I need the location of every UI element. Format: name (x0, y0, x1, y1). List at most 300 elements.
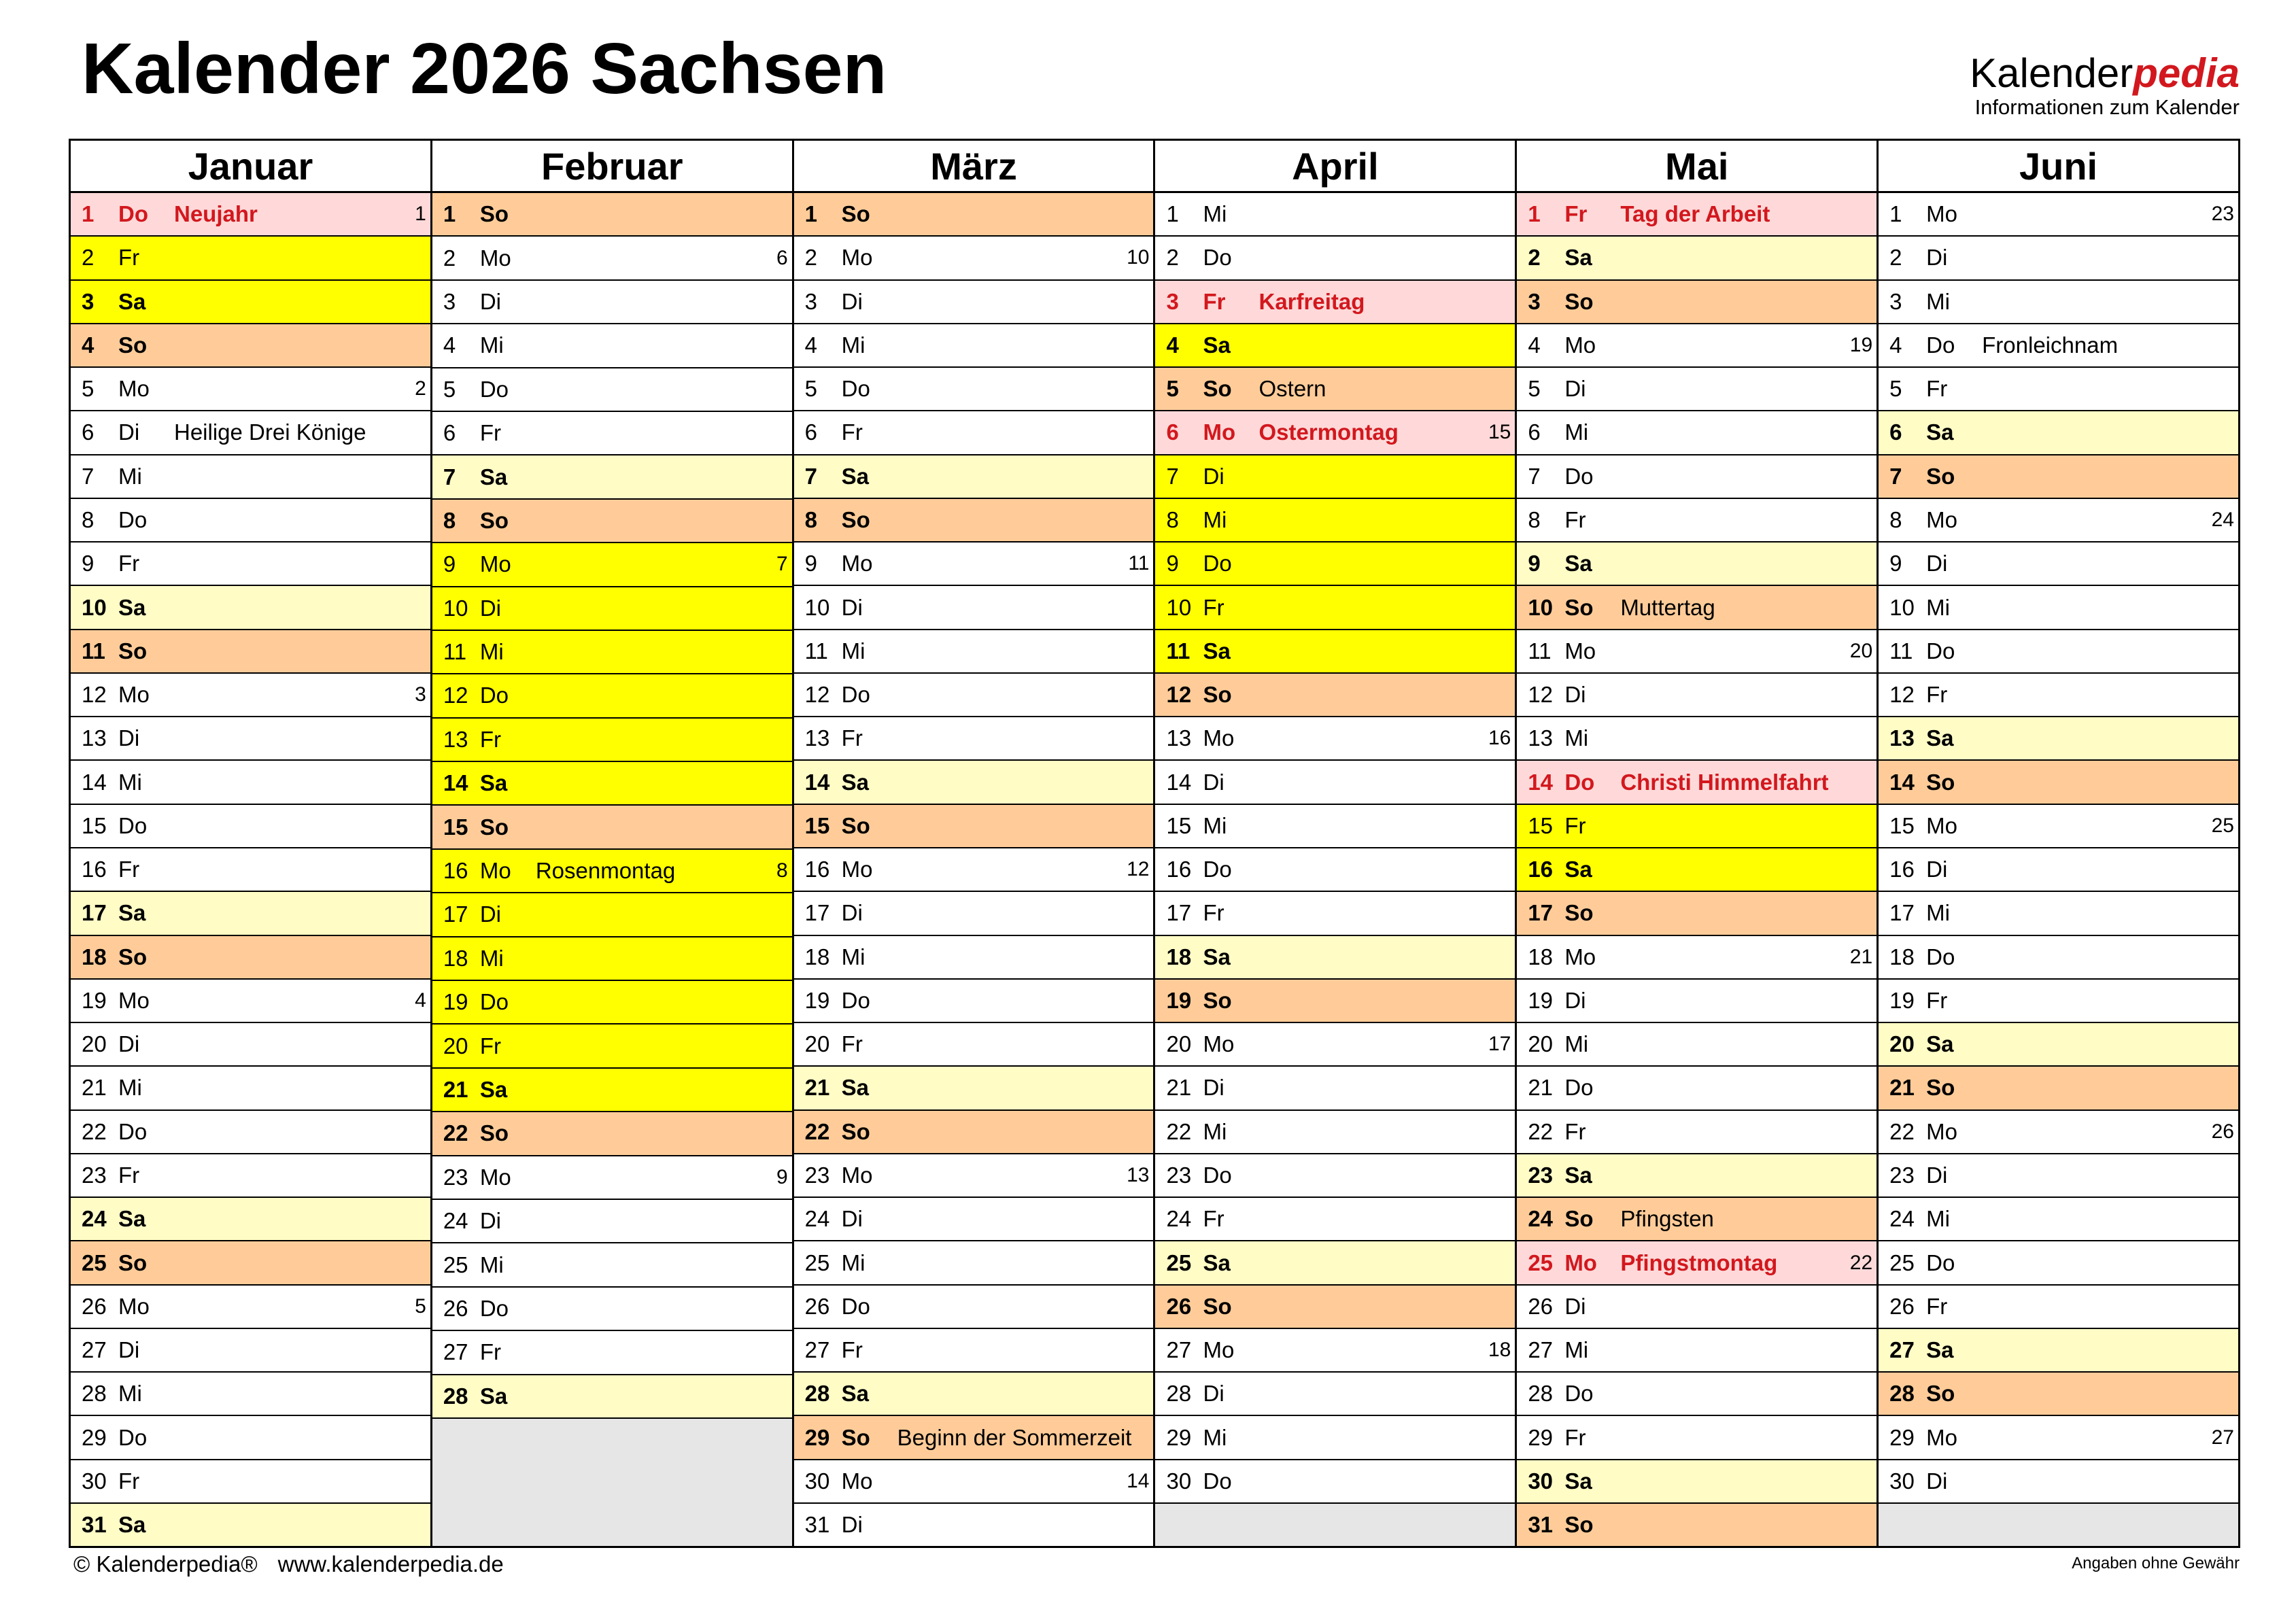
weekday-label: Do (1564, 1381, 1594, 1407)
day-row (1517, 1023, 1877, 1067)
day-row (794, 674, 1154, 717)
weekday-label: Fr (1564, 1424, 1586, 1450)
day-number: 4 (443, 332, 456, 358)
weekday-label: Mi (1926, 594, 1950, 620)
day-number: 25 (443, 1252, 468, 1277)
day-number: 12 (443, 683, 468, 708)
day-row (794, 1329, 1154, 1373)
day-row (432, 674, 792, 718)
day-number: 15 (1528, 812, 1554, 838)
day-number: 1 (82, 201, 95, 227)
weekday-label: So (841, 201, 870, 227)
weekday-label: Mo (479, 1164, 511, 1190)
day-row (71, 1373, 430, 1416)
day-row (794, 1286, 1154, 1329)
weekday-label: Fr (1926, 376, 1948, 402)
weekday-label: Mi (841, 638, 866, 664)
day-number: 3 (804, 288, 818, 314)
day-number: 29 (1166, 1424, 1192, 1450)
day-row (794, 543, 1154, 586)
day-number: 21 (1528, 1075, 1554, 1101)
day-number: 30 (1889, 1468, 1915, 1494)
day-row (1155, 717, 1515, 761)
day-number: 13 (804, 725, 830, 751)
day-number: 16 (1528, 857, 1554, 882)
weekday-label: Mi (1564, 419, 1589, 445)
day-number: 12 (1166, 682, 1192, 708)
day-number: 9 (1166, 551, 1179, 576)
day-row (794, 281, 1154, 324)
weekday-label: Sa (479, 1383, 508, 1409)
day-row (1155, 936, 1515, 980)
weekday-label: Sa (118, 288, 146, 314)
day-number: 8 (443, 507, 456, 533)
day-row (794, 630, 1154, 674)
weekday-label: So (118, 332, 148, 358)
weekday-label: Do (118, 506, 148, 532)
weekday-label: Mi (479, 945, 504, 971)
weekday-label: Do (841, 376, 870, 402)
day-row (1155, 455, 1515, 499)
weekday-label: Mo (1564, 944, 1596, 969)
day-row (1879, 237, 2238, 280)
day-row (794, 980, 1154, 1023)
day-number: 8 (1889, 506, 1902, 532)
day-list (432, 193, 792, 1546)
day-number: 23 (804, 1162, 830, 1188)
day-row (794, 1067, 1154, 1110)
weekday-label: So (479, 201, 509, 227)
weekday-label: Di (118, 1337, 140, 1363)
day-row (1517, 1067, 1877, 1110)
day-number: 23 (1889, 1162, 1915, 1188)
day-number: 17 (1528, 900, 1554, 926)
weekday-label: Fr (118, 551, 140, 576)
weekday-label: Mo (1203, 1031, 1235, 1057)
day-number: 31 (82, 1512, 107, 1538)
day-row (1155, 543, 1515, 586)
weekday-label: Do (1203, 551, 1232, 576)
weekday-label: So (841, 506, 870, 532)
weekday-label: Sa (1203, 944, 1231, 969)
empty-cell (1879, 1504, 2238, 1546)
day-row (794, 1504, 1154, 1546)
empty-cell (432, 1419, 792, 1546)
day-number: 27 (1528, 1337, 1554, 1363)
weekday-label: Di (479, 288, 501, 314)
weekday-label: Mo (1926, 201, 1957, 227)
day-row (1517, 717, 1877, 761)
day-number: 19 (1166, 987, 1192, 1013)
week-number: 25 (2211, 814, 2234, 837)
copyright-text: © Kalenderpedia® (73, 1551, 258, 1577)
weekday-label: Di (841, 594, 863, 620)
day-number: 4 (804, 332, 818, 358)
weekday-label: Mo (1926, 1118, 1957, 1144)
day-row (794, 1198, 1154, 1241)
weekday-label: So (1564, 594, 1594, 620)
weekday-label: Mi (841, 944, 866, 969)
day-row (1155, 805, 1515, 848)
day-number: 30 (82, 1468, 107, 1494)
day-number: 26 (804, 1293, 830, 1319)
weekday-label: Fr (479, 1033, 501, 1058)
weekday-label: Di (1203, 1381, 1224, 1407)
logo-subtitle: Informationen zum Kalender (1974, 95, 2240, 119)
day-number: 28 (804, 1381, 830, 1407)
day-row (1155, 1111, 1515, 1154)
weekday-label: So (1926, 1075, 1955, 1101)
month-column (792, 141, 1154, 1546)
day-number: 7 (443, 464, 456, 489)
day-row (1517, 1111, 1877, 1154)
day-number: 21 (82, 1075, 107, 1101)
day-row (432, 368, 792, 412)
weekday-label: Mi (479, 1252, 504, 1277)
week-number: 9 (776, 1165, 788, 1188)
day-row (71, 1286, 430, 1329)
day-row (1879, 630, 2238, 674)
day-number: 2 (82, 245, 95, 271)
day-number: 9 (443, 551, 456, 577)
day-row (1155, 892, 1515, 935)
weekday-label: Do (118, 812, 148, 838)
day-row (1155, 674, 1515, 717)
day-list (1879, 193, 2238, 1546)
day-number: 3 (1528, 288, 1541, 314)
day-number: 20 (1528, 1031, 1554, 1057)
weekday-label: Fr (479, 726, 501, 752)
day-number: 25 (82, 1250, 107, 1275)
weekday-label: Mo (841, 1468, 873, 1494)
weekday-label: Di (118, 419, 140, 445)
day-row (432, 1025, 792, 1068)
day-row (71, 193, 430, 237)
day-number: 9 (804, 551, 818, 576)
day-number: 22 (443, 1120, 468, 1146)
weekday-label: Mi (1203, 506, 1227, 532)
weekday-label: Do (479, 1295, 509, 1321)
event-label: Pfingstmontag (1620, 1250, 1778, 1275)
day-row (71, 1460, 430, 1504)
day-row (794, 368, 1154, 411)
week-number: 8 (776, 859, 788, 882)
day-number: 24 (82, 1206, 107, 1232)
day-row (1517, 892, 1877, 935)
day-number: 28 (82, 1381, 107, 1407)
weekday-label: Do (1564, 1075, 1594, 1101)
weekday-label: Fr (1203, 594, 1224, 620)
day-number: 27 (1889, 1337, 1915, 1363)
day-number: 11 (443, 639, 467, 665)
day-number: 24 (1166, 1206, 1192, 1232)
day-number: 14 (443, 770, 468, 796)
weekday-label: Do (841, 682, 870, 708)
day-row (432, 193, 792, 237)
weekday-label: So (1926, 769, 1955, 795)
day-row (432, 237, 792, 280)
weekday-label: Di (1926, 245, 1948, 271)
weekday-label: Mo (841, 857, 873, 882)
day-number: 16 (1166, 857, 1192, 882)
day-row (1155, 630, 1515, 674)
day-row (1517, 499, 1877, 543)
day-number: 21 (1889, 1075, 1915, 1101)
day-number: 3 (1166, 288, 1179, 314)
day-number: 24 (1889, 1206, 1915, 1232)
weekday-label: Do (1564, 463, 1594, 489)
logo-accent-text: pedia (2133, 50, 2240, 96)
day-row (432, 893, 792, 937)
weekday-label: Mo (118, 376, 150, 402)
weekday-label: Fr (1203, 1206, 1224, 1232)
day-row (1879, 892, 2238, 935)
weekday-label: Di (118, 725, 140, 751)
day-number: 19 (1528, 987, 1554, 1013)
weekday-label: Do (118, 1424, 148, 1450)
weekday-label: Fr (1926, 1293, 1948, 1319)
day-row (432, 1112, 792, 1156)
day-row (794, 455, 1154, 499)
weekday-label: Do (1926, 638, 1955, 664)
day-row (794, 499, 1154, 543)
day-row (1879, 1329, 2238, 1373)
day-row (71, 281, 430, 324)
weekday-label: Do (118, 1118, 148, 1144)
day-row (1879, 1111, 2238, 1154)
day-row (794, 936, 1154, 980)
weekday-label: Di (1926, 1468, 1948, 1494)
day-row (1879, 1286, 2238, 1329)
day-number: 9 (1889, 551, 1902, 576)
day-number: 29 (804, 1424, 830, 1450)
day-number: 18 (1889, 944, 1915, 969)
weekday-label: Sa (479, 464, 508, 489)
day-row (432, 500, 792, 543)
weekday-label: Sa (1564, 1162, 1592, 1188)
day-number: 19 (82, 987, 107, 1013)
weekday-label: Mo (479, 551, 511, 577)
day-row (1517, 1329, 1877, 1373)
weekday-label: So (118, 1250, 148, 1275)
day-number: 14 (1166, 769, 1192, 795)
weekday-label: So (479, 1120, 509, 1146)
day-row (1879, 674, 2238, 717)
day-row (794, 1373, 1154, 1416)
week-number: 17 (1488, 1033, 1511, 1056)
week-number: 7 (776, 553, 788, 576)
day-number: 31 (1528, 1512, 1554, 1538)
day-number: 17 (804, 900, 830, 926)
weekday-label: Do (1203, 1468, 1232, 1494)
day-number: 17 (82, 900, 107, 926)
weekday-label: Sa (1564, 857, 1592, 882)
day-number: 10 (1528, 594, 1554, 620)
day-number: 2 (804, 245, 818, 271)
day-number: 20 (82, 1031, 107, 1057)
website-link[interactable]: www.kalenderpedia.de (277, 1551, 504, 1577)
day-row (71, 1504, 430, 1546)
week-number: 10 (1127, 246, 1150, 269)
day-row (1879, 368, 2238, 411)
day-number: 11 (82, 638, 105, 664)
day-number: 28 (443, 1383, 468, 1409)
day-row (794, 324, 1154, 368)
weekday-label: Mi (841, 332, 866, 358)
day-row (1517, 761, 1877, 804)
weekday-label: Fr (841, 1337, 863, 1363)
weekday-label: Di (1564, 1293, 1586, 1319)
day-row (71, 368, 430, 411)
day-row (1517, 1416, 1877, 1460)
weekday-label: Mo (1203, 1337, 1235, 1363)
day-number: 7 (1889, 463, 1902, 489)
weekday-label: Fr (1203, 900, 1224, 926)
weekday-label: Mi (118, 1381, 142, 1407)
day-number: 25 (1889, 1250, 1915, 1275)
weekday-label: Sa (1203, 332, 1231, 358)
day-row (1879, 1067, 2238, 1110)
event-label: Tag der Arbeit (1620, 201, 1770, 227)
day-row (1517, 543, 1877, 586)
day-number: 6 (1166, 419, 1179, 445)
day-number: 28 (1166, 1381, 1192, 1407)
day-number: 20 (804, 1031, 830, 1057)
weekday-label: Sa (118, 900, 146, 926)
weekday-label: So (118, 638, 148, 664)
event-label: Rosenmontag (535, 858, 676, 884)
day-number: 15 (804, 812, 830, 838)
day-row (432, 543, 792, 587)
day-row (432, 324, 792, 368)
day-row (1879, 848, 2238, 892)
day-row (794, 1023, 1154, 1067)
day-number: 6 (1889, 419, 1902, 445)
day-row (1879, 193, 2238, 237)
weekday-label: Mi (1926, 900, 1950, 926)
day-row (1517, 193, 1877, 237)
day-number: 12 (1889, 682, 1915, 708)
day-row (71, 805, 430, 848)
day-row (432, 1156, 792, 1200)
day-number: 7 (804, 463, 818, 489)
event-label: Pfingsten (1620, 1206, 1714, 1232)
day-row (1879, 1373, 2238, 1416)
day-list (71, 193, 430, 1546)
day-row (1879, 281, 2238, 324)
day-number: 22 (82, 1118, 107, 1144)
day-number: 6 (804, 419, 818, 445)
week-number: 24 (2211, 508, 2234, 531)
day-number: 3 (1889, 288, 1902, 314)
week-number: 22 (1849, 1251, 1873, 1274)
weekday-label: Mi (1564, 1337, 1589, 1363)
day-number: 18 (804, 944, 830, 969)
weekday-label: Sa (1926, 1337, 1954, 1363)
day-number: 7 (1528, 463, 1541, 489)
day-row (71, 674, 430, 717)
week-number: 2 (415, 377, 426, 400)
weekday-label: Di (479, 1208, 501, 1234)
day-number: 19 (443, 989, 468, 1015)
weekday-label: Sa (1564, 1468, 1592, 1494)
weekday-label: So (1203, 376, 1232, 402)
day-row (432, 412, 792, 455)
day-number: 11 (1166, 638, 1190, 664)
day-row (1517, 1504, 1877, 1546)
day-row (794, 805, 1154, 848)
day-row (71, 543, 430, 586)
day-number: 10 (443, 595, 468, 621)
day-row (432, 587, 792, 631)
weekday-label: Fr (118, 1468, 140, 1494)
day-number: 11 (1528, 638, 1552, 664)
weekday-label: Mi (118, 769, 142, 795)
day-number: 8 (82, 506, 95, 532)
day-row (432, 1200, 792, 1243)
weekday-label: Mo (1564, 1250, 1597, 1275)
day-row (1879, 1460, 2238, 1504)
month-header: Juni (1879, 141, 2238, 193)
weekday-label: Di (1926, 1162, 1948, 1188)
weekday-label: Mo (1203, 419, 1236, 445)
weekday-label: Di (1926, 857, 1948, 882)
day-row (1879, 936, 2238, 980)
day-number: 19 (1889, 987, 1915, 1013)
month-header: April (1155, 141, 1515, 193)
day-row (432, 1331, 792, 1375)
weekday-label: So (841, 1424, 870, 1450)
weekday-label: Do (841, 987, 870, 1013)
day-number: 10 (1889, 594, 1915, 620)
weekday-label: Mi (118, 463, 142, 489)
day-row (1155, 324, 1515, 368)
day-row (1155, 761, 1515, 804)
day-row (1155, 411, 1515, 455)
weekday-label: Fr (118, 245, 140, 271)
day-number: 23 (443, 1164, 468, 1190)
day-number: 5 (82, 376, 95, 402)
week-number: 4 (415, 988, 426, 1012)
day-row (1155, 1198, 1515, 1241)
day-number: 1 (1528, 201, 1541, 227)
disclaimer-text: Angaben ohne Gewähr (2072, 1554, 2240, 1572)
day-row (1879, 1023, 2238, 1067)
day-row (1517, 368, 1877, 411)
weekday-label: Sa (841, 1075, 870, 1101)
weekday-label: Mi (1926, 1206, 1950, 1232)
day-number: 25 (1166, 1250, 1192, 1275)
day-row (794, 1111, 1154, 1154)
weekday-label: Fr (118, 1162, 140, 1188)
day-number: 2 (443, 245, 456, 271)
weekday-label: Di (1564, 682, 1586, 708)
day-row (71, 980, 430, 1023)
day-number: 3 (443, 288, 456, 314)
kalenderpedia-logo (1970, 50, 2240, 119)
day-row (1155, 848, 1515, 892)
day-row (71, 1154, 430, 1198)
day-number: 26 (443, 1295, 468, 1321)
day-number: 18 (1166, 944, 1192, 969)
weekday-label: So (1564, 288, 1594, 314)
day-row (1155, 1329, 1515, 1373)
day-row (71, 892, 430, 935)
day-row (1155, 1067, 1515, 1110)
weekday-label: So (841, 1118, 870, 1144)
day-number: 21 (443, 1077, 468, 1102)
week-number: 19 (1849, 333, 1873, 356)
